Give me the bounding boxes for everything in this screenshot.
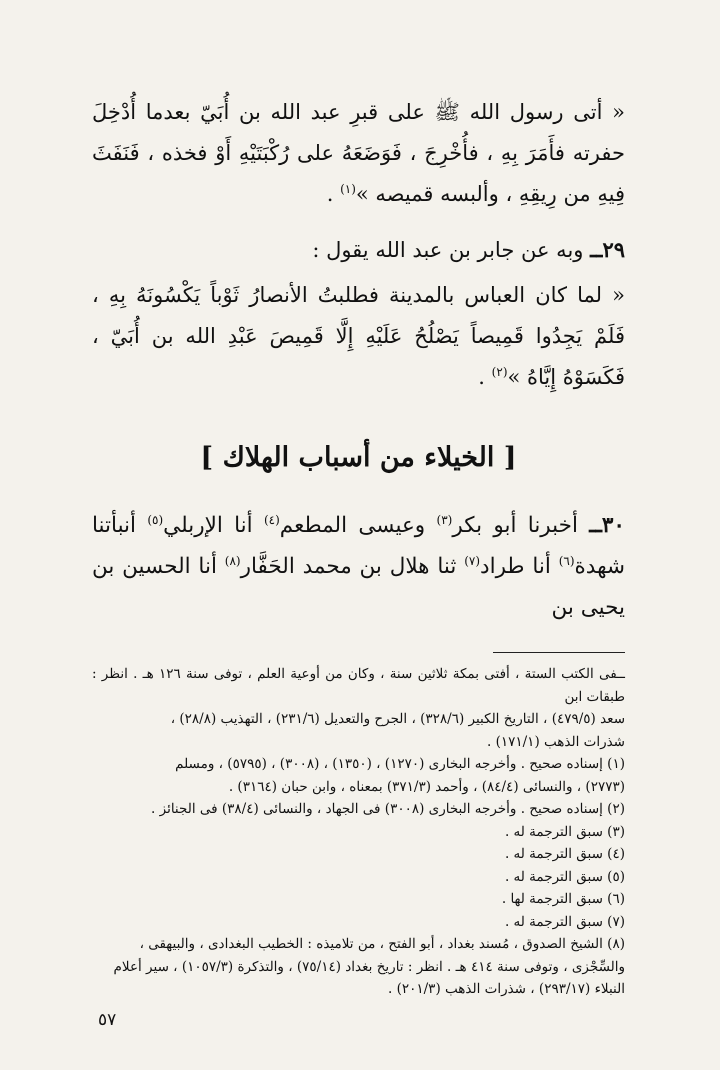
main-text bbox=[92, 92, 625, 628]
narrator-5: أنا طراد bbox=[480, 554, 559, 579]
footnote-8-cont: والسِّجْزى ، وتوفى سنة ٤١٤ هـ . انظر : تاريخ بغداد (٧٥/١٤) ، والتذكرة (١٠٥٧/٣) ، سير أعلام bbox=[113, 958, 625, 975]
footnote-4: (٤) سبق الترجمة له . bbox=[504, 846, 625, 862]
footnote-ref-8: (٨) bbox=[224, 553, 241, 568]
hadith-29-intro-line bbox=[92, 229, 625, 271]
footnotes bbox=[92, 663, 625, 1001]
footnote-5: (٥) سبق الترجمة له . bbox=[504, 868, 625, 885]
footnote-continued-line: ــفى الكتب الستة ، أفتى بمكة ثلاثين سنة ، وكان من أوعية العلم ، توفى سنة ١٢٦ هـ . انظر : طبقات ابن bbox=[92, 666, 625, 705]
hadith-30-number: ٣٠ــ bbox=[589, 513, 625, 538]
paragraph-1: « أتى رسول الله ﷺ على قبرِ عبد الله بن أُبَيّ بعدما أُدْخِلَ حفرته فأَمَرَ بِهِ ، فأُخْرِجَ ، فَوَضَعَهُ على رُكْبَتَيْهِ أَوْ فخذه ، فَنَفَثَ فِيهِ من رِيقِهِ ، وألبسه قميصه » bbox=[92, 100, 625, 206]
narrator-3: أنا الإربلي bbox=[163, 513, 264, 538]
page-number: ٥٧ bbox=[98, 1010, 117, 1030]
paragraph-1-end: . bbox=[326, 182, 334, 206]
footnote-3: (٣) سبق الترجمة له . bbox=[504, 823, 625, 840]
hadith-29-intro: وبه عن جابر بن عبد الله يقول : bbox=[312, 238, 584, 262]
footnote-2: (٢) إسناده صحيح . وأخرجه البخارى (٣٠٠٨) فى الجهاد ، والنسائى (٣٨/٤) فى الجنائز . bbox=[151, 801, 625, 817]
narrator-4: أنبأتنا شهدة bbox=[92, 513, 625, 579]
section-heading-wrap bbox=[92, 442, 625, 473]
footnote-8: (٨) الشيخ الصدوق ، مُسند بغداد ، أبو الفتح ، من تلاميذه : الخطيب البغدادى ، والبيهقى ، bbox=[139, 936, 625, 952]
section-heading: [ الخيلاء من أسباب الهلاك ] bbox=[200, 442, 517, 473]
footnote-ref-7: (٧) bbox=[464, 553, 481, 568]
hadith-28-text bbox=[92, 92, 625, 215]
paragraph-2-end: . bbox=[478, 365, 485, 389]
footnote-ref-3: (٣) bbox=[436, 512, 453, 527]
footnote-continued-line: شذرات الذهب (١٧١/١) . bbox=[487, 733, 625, 750]
narrator-1: أخبرنا أبو بكر bbox=[452, 513, 578, 538]
footnote-8-cont: النبلاء (٢٩٣/١٧) ، شذرات الذهب (٢٠١/٣) . bbox=[388, 981, 625, 997]
footnote-6: (٦) سبق الترجمة لها . bbox=[501, 891, 625, 907]
narrator-2: وعيسى المطعم bbox=[279, 513, 437, 538]
hadith-29-number: ٢٩ــ bbox=[590, 237, 625, 262]
paragraph-2: « لما كان العباس بالمدينة فطلبتُ الأنصارُ ثَوْباً يَكْسُونَهُ بِهِ ، فَلَمْ يَجِدُوا قَمِيصاً يَصْلُحُ عَلَيْهِ إِلَّا قَمِيصَ عَبْدِ الله بن أُبَيّ ، فَكَسَوْهُ إِيَّاهُ » bbox=[92, 283, 625, 389]
footnote-ref-1: (١) bbox=[340, 182, 356, 196]
footnote-7: (٧) سبق الترجمة له . bbox=[504, 913, 625, 930]
footnote-1-cont: (٢٧٧٣) ، والنسائى (٨٤/٤) ، وأحمد (٣٧١/٣) بمعناه ، وابن حبان (٣١٦٤) . bbox=[228, 778, 625, 795]
hadith-29-text bbox=[92, 275, 625, 398]
hadith-30-text bbox=[92, 505, 625, 628]
footnote-ref-2: (٢) bbox=[491, 365, 508, 379]
narrator-7: أنا الحسين بن يحيى بن bbox=[92, 554, 625, 620]
footnote-ref-4: (٤) bbox=[263, 512, 280, 527]
footnote-ref-6: (٦) bbox=[558, 553, 575, 568]
footnote-continued-line: سعد (٤٧٩/٥) ، التاريخ الكبير (٣٢٨/٦) ، الجرح والتعديل (٢٣١/٦) ، التهذيب (٢٨/٨) ، bbox=[170, 711, 625, 727]
footnote-1: (١) إسناده صحيح . وأخرجه البخارى (١٢٧٠) ، (١٣٥٠) ، (٣٠٠٨) ، (٥٧٩٥) ، ومسلم bbox=[175, 756, 625, 772]
footnote-separator bbox=[493, 652, 625, 653]
footnote-ref-5: (٥) bbox=[147, 512, 164, 527]
narrator-6: ثنا هلال بن محمد الحَفَّار bbox=[240, 554, 465, 579]
